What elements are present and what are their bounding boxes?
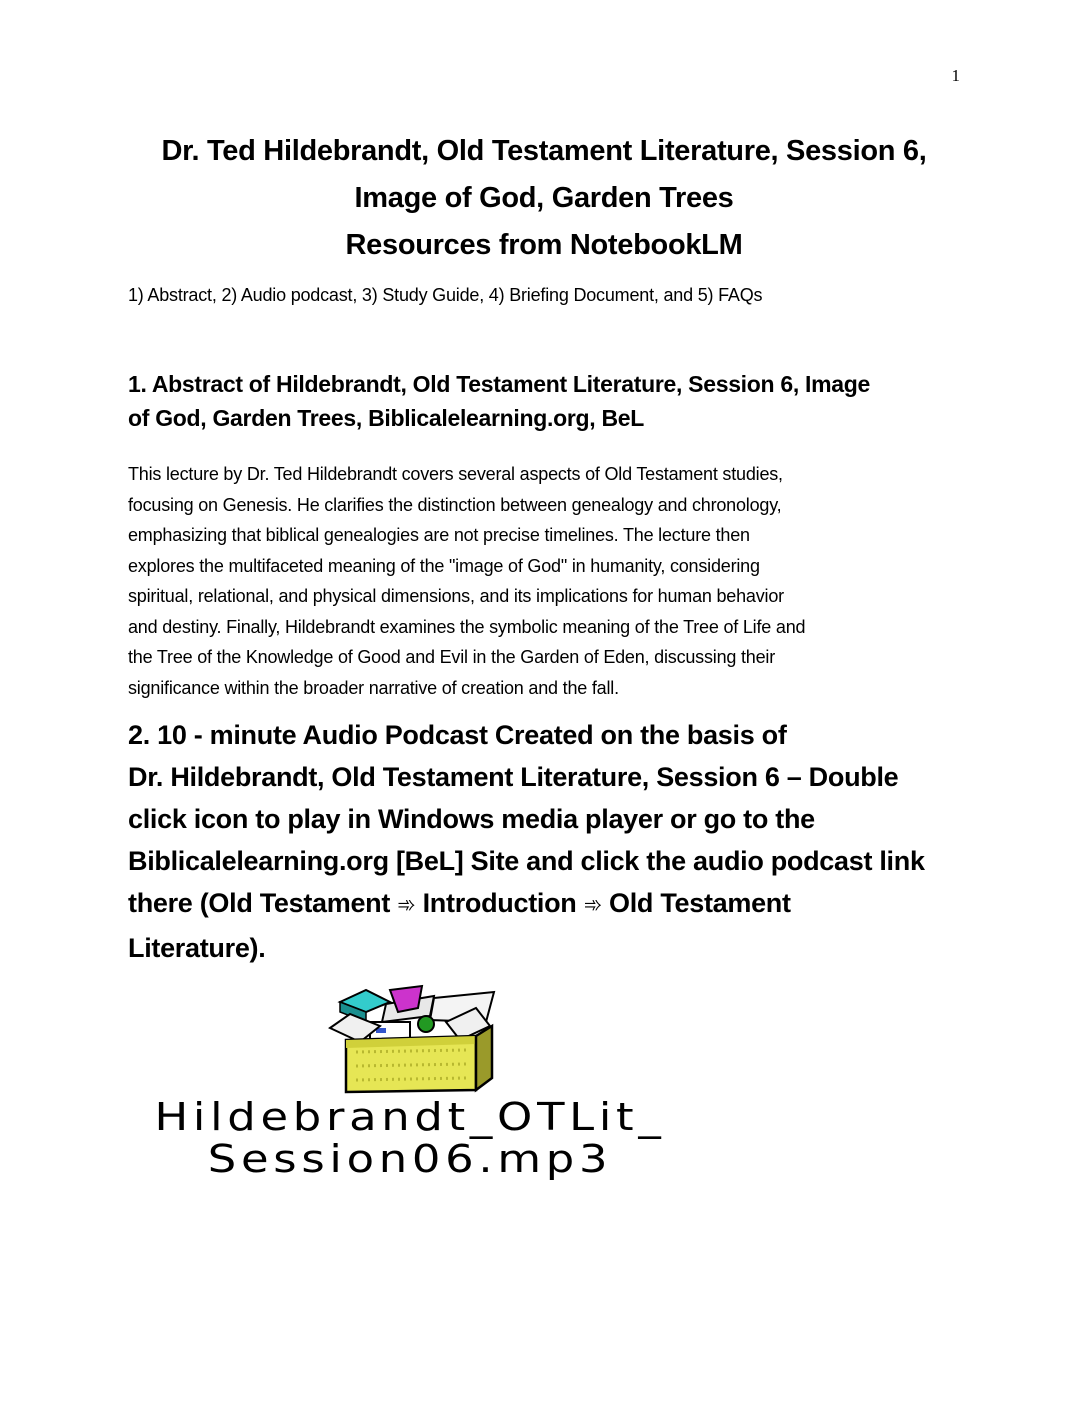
abstract-paragraph bbox=[128, 459, 968, 703]
podcast-line-3: click icon to play in Windows media player or go to the bbox=[128, 804, 815, 834]
podcast-line-6: Literature). bbox=[128, 933, 266, 963]
breadcrumb-introduction: Introduction bbox=[422, 888, 577, 918]
podcast-line-4: Biblicalelearning.org [BeL] Site and click the audio podcast link bbox=[128, 846, 925, 876]
podcast-line-5 bbox=[128, 882, 988, 927]
abstract-heading-line-1: 1. Abstract of Hildebrandt, Old Testament Literature, Session 6, Image bbox=[128, 371, 871, 397]
mp3-file-name-line-1: Hildebrandt_OTLit_ bbox=[154, 1095, 666, 1139]
breadcrumb-old-testament-literature: Old Testament bbox=[609, 888, 791, 918]
package-icon[interactable] bbox=[326, 982, 502, 1094]
abstract-heading bbox=[128, 367, 968, 435]
podcast-line-2: Dr. Hildebrandt, Old Testament Literature, Session 6 – Double bbox=[128, 762, 899, 792]
abstract-line: This lecture by Dr. Ted Hildebrandt covers several aspects of Old Testament studies, bbox=[128, 464, 783, 484]
resources-list: 1) Abstract, 2) Audio podcast, 3) Study Guide, 4) Briefing Document, and 5) FAQs bbox=[128, 285, 763, 305]
abstract-line: explores the multifaceted meaning of the "image of God" in humanity, considering bbox=[128, 555, 760, 576]
podcast-line-1: 2. 10 - minute Audio Podcast Created on the basis of bbox=[128, 720, 787, 750]
arrow-right-icon: ➾ bbox=[583, 893, 602, 918]
title-line-1: Dr. Ted Hildebrandt, Old Testament Literature, Session 6, bbox=[161, 135, 927, 167]
title-line-3: Resources from NotebookLM bbox=[345, 229, 743, 261]
abstract-line: focusing on Genesis. He clarifies the distinction between genealogy and chronology, bbox=[128, 494, 782, 515]
abstract-line: the Tree of the Knowledge of Good and Evil in the Garden of Eden, discussing their bbox=[128, 647, 776, 667]
page-title bbox=[100, 128, 988, 269]
arrow-right-icon: ➾ bbox=[397, 893, 416, 918]
mp3-file-name[interactable] bbox=[80, 1096, 741, 1180]
abstract-line: emphasizing that biblical genealogies are not precise timelines. The lecture then bbox=[128, 525, 750, 545]
podcast-heading bbox=[128, 714, 988, 969]
abstract-line: significance within the broader narrative of creation and the fall. bbox=[128, 677, 619, 698]
mp3-file-name-line-2: Session06.mp3 bbox=[207, 1137, 613, 1181]
abstract-line: and destiny. Finally, Hildebrandt examines the symbolic meaning of the Tree of Life and bbox=[128, 616, 806, 637]
title-line-2: Image of God, Garden Trees bbox=[354, 182, 734, 214]
abstract-line: spiritual, relational, and physical dimensions, and its implications for human behavior bbox=[128, 586, 784, 606]
breadcrumb-old-testament: there (Old Testament bbox=[128, 888, 391, 918]
page-number: 1 bbox=[951, 66, 960, 85]
abstract-heading-line-2: of God, Garden Trees, Biblicalelearning.org, BeL bbox=[128, 405, 644, 431]
